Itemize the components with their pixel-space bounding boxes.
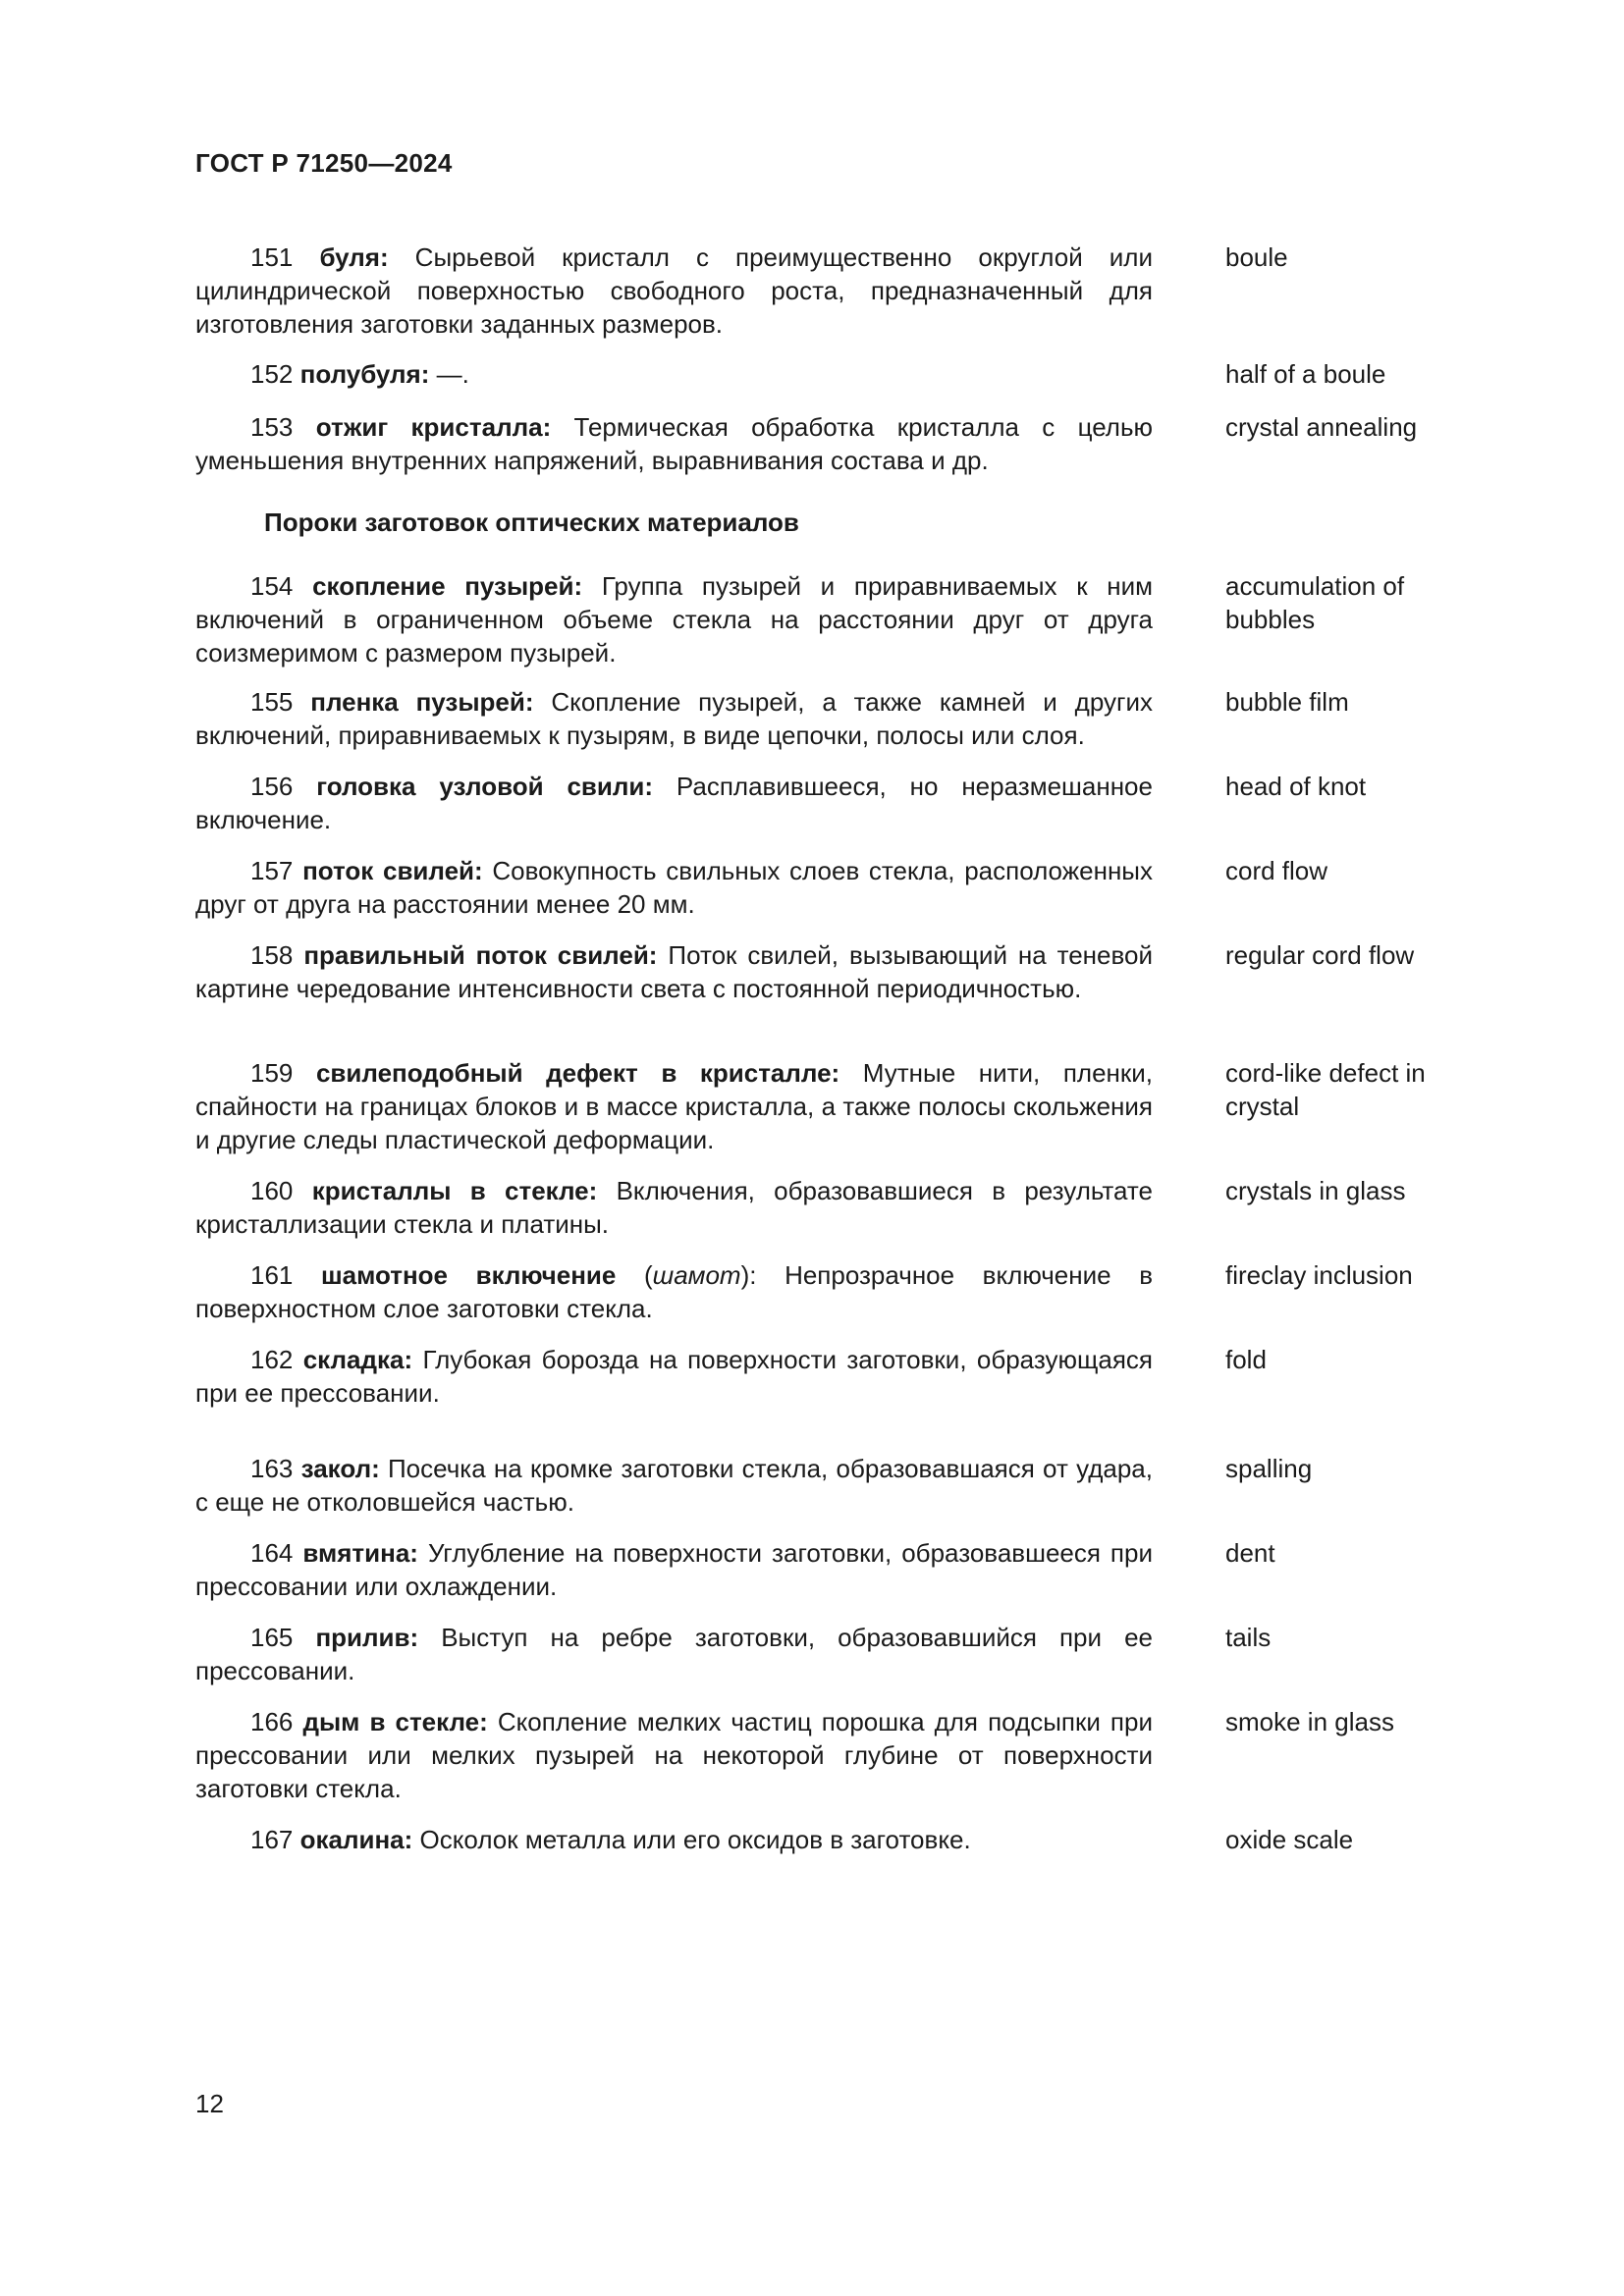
term-name: складка: [302, 1345, 413, 1374]
english-equivalent: cord-like defect in crystal [1225, 1058, 1426, 1121]
entry-number: 156 [250, 772, 294, 801]
definition-text: Углубление на поверхности заготовки, образовавшееся при прессовании или охлаждении. [195, 1538, 1153, 1601]
definition-text: Поток свилей, вызывающий на теневой картине чередование интенсивности света с постоянной периодичностью. [195, 940, 1153, 1003]
entry-number: 164 [250, 1538, 294, 1568]
english-equivalent: accumulation of bubbles [1225, 571, 1405, 634]
term-name: правильный поток свилей: [303, 940, 658, 970]
entry-number: 160 [250, 1176, 294, 1205]
definition-text: Термическая обработка кристалла с целью уменьшения внутренних напряжений, выравнивания состава и др. [195, 412, 1154, 475]
english-equivalent: smoke in glass [1225, 1707, 1394, 1736]
term-name: кристаллы в стекле: [311, 1176, 598, 1205]
russian-definition [195, 1452, 1153, 1519]
term-name: шамотное включение [320, 1260, 617, 1290]
russian-definition [195, 854, 1153, 921]
definition-text: Мутные нити, пленки, спайности на границах блоков и в массе кристалла, а также полосы скольжения и другие следы пластической деформации. [195, 1058, 1154, 1154]
russian-definition [195, 1343, 1153, 1410]
english-equivalent: spalling [1225, 1454, 1313, 1483]
term-name: буля: [319, 242, 389, 272]
english-equivalent: bubble film [1225, 687, 1349, 717]
term-name: пленка пузырей: [310, 687, 534, 717]
page-number: 12 [195, 2089, 224, 2118]
russian-definition [195, 685, 1153, 752]
term-name: дым в стекле: [302, 1707, 488, 1736]
russian-definition [195, 410, 1153, 477]
english-equivalent: tails [1225, 1623, 1272, 1652]
term-name: скопление пузырей: [312, 571, 583, 601]
russian-definition [195, 770, 1153, 836]
term-name: прилив: [315, 1623, 419, 1652]
entry-number: 158 [250, 940, 294, 970]
entry-number: 165 [250, 1623, 294, 1652]
russian-definition [195, 938, 1153, 1005]
term-name: вмятина: [302, 1538, 418, 1568]
english-equivalent: regular cord flow [1225, 940, 1415, 970]
entry-number: 152 [250, 359, 294, 389]
entry-number: 161 [250, 1260, 294, 1290]
definition-text: Включения, образовавшиеся в результате кристаллизации стекла и платины. [195, 1176, 1153, 1239]
definition-text: Группа пузырей и приравниваемых к ним включений в ограниченном объеме стекла на расстоянии друг от друга соизмеримом с размером пузырей. [195, 571, 1153, 667]
section-title: Пороки заготовок оптических материалов [264, 507, 799, 537]
definition-text: —. [429, 359, 469, 389]
term-name: закол: [300, 1454, 380, 1483]
definition-text: Скопление пузырей, а также камней и других включений, приравниваемых к пузырям, в виде цепочки, полосы или слоя. [195, 687, 1153, 750]
english-equivalent: dent [1225, 1538, 1275, 1568]
russian-definition [195, 1705, 1153, 1805]
english-equivalent: head of knot [1225, 772, 1367, 801]
entry-number: 153 [250, 412, 294, 442]
entry-number: 162 [250, 1345, 294, 1374]
synonym-open: ( [616, 1260, 653, 1290]
synonym-term: шамот [652, 1260, 741, 1290]
english-equivalent: boule [1225, 242, 1288, 272]
standard-id-header: ГОСТ Р 71250—2024 [195, 148, 453, 178]
russian-definition [195, 569, 1153, 669]
russian-definition [195, 1823, 1153, 1856]
term-name: головка узловой свили: [316, 772, 654, 801]
definition-text: Расплавившееся, но неразмешанное включение. [195, 772, 1153, 834]
definition-text: Непрозрачное включение в поверхностном слое заготовки стекла. [195, 1260, 1154, 1323]
russian-definition [195, 1174, 1153, 1241]
russian-definition [195, 1621, 1153, 1687]
english-equivalent: half of a boule [1225, 359, 1386, 389]
definition-text: Сырьевой кристалл с преимущественно округлой или цилиндрической поверхностью свободного роста, предназначенный для изготовления заготовки заданных размеров. [195, 242, 1153, 339]
term-name: окалина: [299, 1825, 413, 1854]
entry-number: 155 [250, 687, 294, 717]
term-name: отжиг кристалла: [315, 412, 552, 442]
definition-text: Выступ на ребре заготовки, образовавшийся при ее прессовании. [195, 1623, 1153, 1685]
entry-number: 163 [250, 1454, 294, 1483]
term-name: полубуля: [299, 359, 430, 389]
russian-definition [195, 1056, 1153, 1156]
entry-number: 167 [250, 1825, 294, 1854]
english-equivalent: cord flow [1225, 856, 1328, 885]
entry-number: 166 [250, 1707, 294, 1736]
synonym-close: ): [740, 1260, 757, 1290]
term-name: поток свилей: [302, 856, 483, 885]
entry-number: 159 [250, 1058, 294, 1088]
entry-number: 154 [250, 571, 294, 601]
russian-definition [195, 240, 1153, 341]
russian-definition [195, 1536, 1153, 1603]
definition-text: Глубокая борозда на поверхности заготовки, образующаяся при ее прессовании. [195, 1345, 1153, 1408]
entry-number: 157 [250, 856, 294, 885]
russian-definition [195, 357, 1153, 391]
english-equivalent: crystal annealing [1225, 412, 1418, 442]
definition-text: Совокупность свильных слоев стекла, расположенных друг от друга на расстоянии менее 20 мм. [195, 856, 1153, 919]
english-equivalent: fold [1225, 1345, 1267, 1374]
term-name: свилеподобный дефект в кристалле: [315, 1058, 840, 1088]
english-equivalent: oxide scale [1225, 1825, 1354, 1854]
definition-text: Посечка на кромке заготовки стекла, образовавшаяся от удара, с еще не отколовшейся частью. [195, 1454, 1153, 1517]
russian-definition [195, 1258, 1153, 1325]
definition-text: Осколок металла или его оксидов в заготовке. [412, 1825, 971, 1854]
definition-text: Скопление мелких частиц порошка для подсыпки при прессовании или мелких пузырей на некоторой глубине от поверхности заготовки стекла. [195, 1707, 1153, 1803]
english-equivalent: crystals in glass [1225, 1176, 1406, 1205]
entry-number: 151 [250, 242, 294, 272]
english-equivalent: fireclay inclusion [1225, 1260, 1413, 1290]
